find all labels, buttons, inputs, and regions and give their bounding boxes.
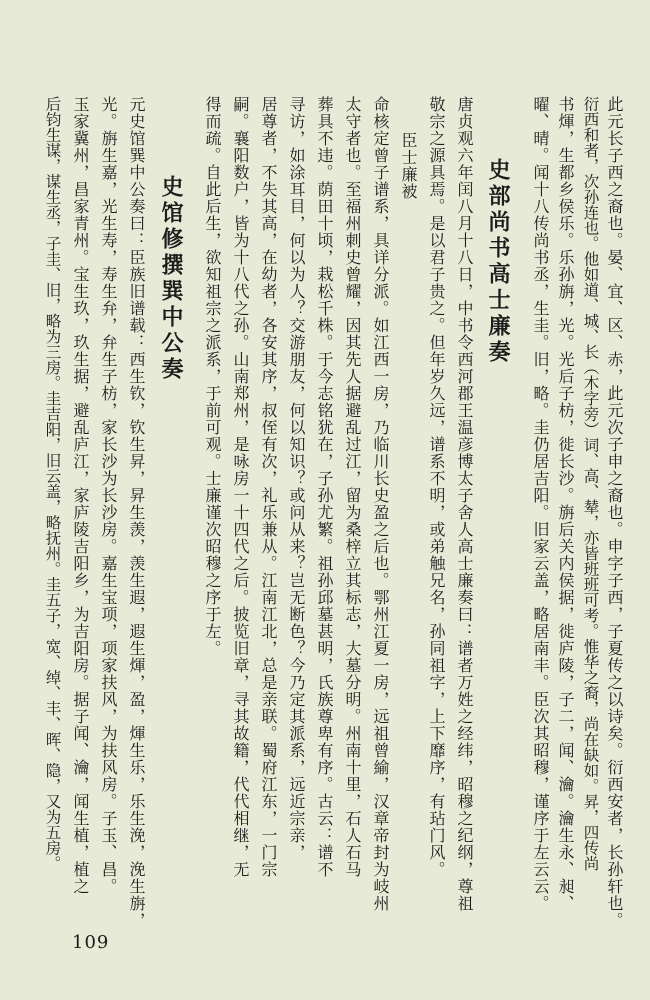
text-column: 寻访，如涂耳目，何以为人？交游朋友，何以知识？或问从来？岂无断色？今乃定其派系，远近宗亲，	[287, 96, 306, 861]
text-column: 居尊者，不失其高，在幼者，各安其序，叔侄有次，礼乐兼从。江南江北，总是亲联。蜀府江东，一门宗	[259, 96, 278, 878]
text-column: 书煇，生都乡侯乐。乐孙旃，光。光后子枋，徙长沙。旃后关内侯据，徙庐陵，子二，闻、瀹。瀹生永、昶、	[556, 96, 575, 912]
text-column: 此元长子西之裔也。晏、宜、区、赤，此元次子申之裔也。申字子西，子夏传之以诗矣。衍西安者，长孙轩也。	[605, 96, 624, 929]
text-column: 命核定曾子谱系，具详分派。如江西一房，乃临川长史盈之后也。鄂州江夏一房，远祖曾緰，汉章帝封为岐州	[371, 96, 390, 912]
text-column: 玉家冀州，昌家青州。宝生玖，玖生据，避乱庐江，家庐陵吉阳乡，为吉阳房。据子闻、瀹，闻生植，植之	[71, 96, 90, 895]
text-column: 敬宗之源具焉。是以君子贵之。但年岁久远，谱系不明，或弟触兄名，孙同祖字，上下靡序，有玷门风。	[427, 96, 446, 878]
section-title: 史部尚书高士廉奏	[485, 158, 511, 366]
text-column: 臣士廉被	[399, 132, 418, 200]
text-column: 后钧生谋，谋生丞，子圭、旧，略为三房。圭吉阳，旧云盖，略抚州。圭五子，宽、绰、丰、晖、隐，又为五房。	[43, 96, 62, 871]
text-column: 曜、晴。闻十八传尚书丞，生圭。旧，略。圭仍居吉阳。旧家云盖，略居南丰。臣次其昭穆，谨序于左云云。	[531, 96, 550, 912]
text-column: 葬具不违。荫田十顷，栽松千株。于今志铭犹在，子孙尤繁。祖孙邱墓甚明，氏族尊卑有序。古云：谱不	[315, 96, 334, 878]
text-column: 唐贞观六年闰八月十八日，中书令西河郡王温彦博太子舍人高士廉奏曰：谱者万姓之经纬，昭穆之纪纲，尊祖	[455, 96, 474, 912]
text-column: 嗣。襄阳数户，皆为十八代之孙。山南郑州，是咏房一十四代之后。披览旧章，寻其故籍，代代相继，无	[231, 96, 250, 878]
section-title: 史馆修撰巽中公奏	[158, 175, 184, 383]
text-column: 太守者也。至福州刺史曾耀，因其先人据避乱过江，留为桑梓立其标志，大墓分明。州南十里，石人石马	[343, 96, 362, 878]
page-number: 109	[72, 932, 110, 953]
text-column: 衍西和者，次孙连也。他如道、城、长（木字旁）词、高、辇，亦皆班班可考。惟华之裔，尚在缺如。昇，四传尚	[581, 96, 600, 871]
text-column: 得而疏。自此后生，欲知祖宗之派系，于前可观。士廉谨次昭穆之序于左。	[203, 96, 222, 657]
text-column: 元史馆巽中公奏曰：臣族旧谱载：西生钦，钦生昇，昇生羡，羡生遐，遐生煇，盈，煇生乐，乐生浼，浼生旃，	[127, 96, 146, 929]
text-column: 光。旃生嘉，光生寿，寿生弁，弁生子枋，家长沙为长沙房。嘉生宝项，项家扶风，为扶风房。子玉、昌。	[99, 96, 118, 895]
